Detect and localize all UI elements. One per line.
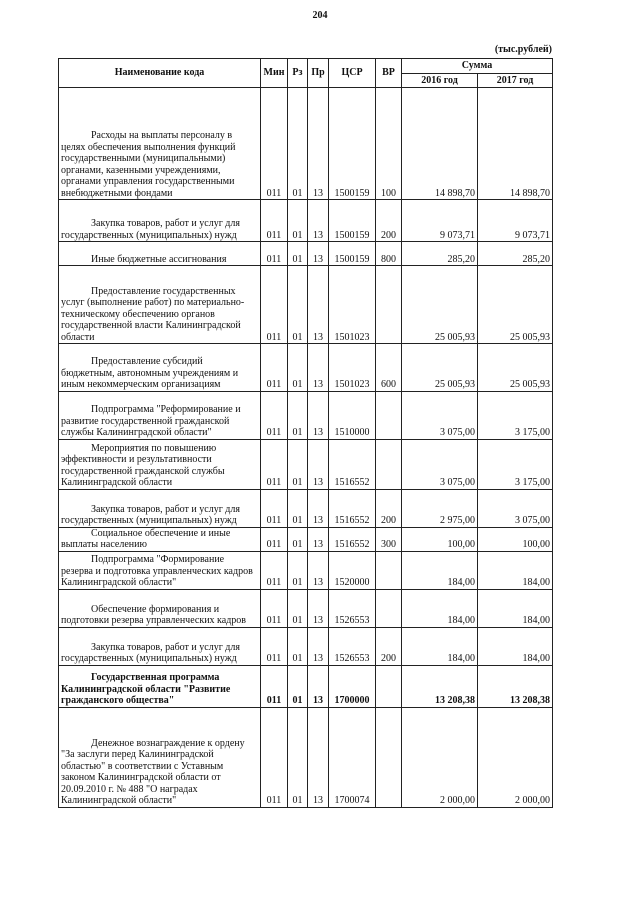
row-pr: 13 xyxy=(308,344,329,392)
row-vr xyxy=(376,439,402,489)
header-vr: ВР xyxy=(376,59,402,88)
row-pr: 13 xyxy=(308,589,329,627)
row-min: 011 xyxy=(261,551,288,589)
row-rz: 01 xyxy=(288,489,308,527)
row-name: Мероприятия по повышению эффективности и результативности государственной гражданской службы Калининградской области xyxy=(59,439,261,489)
row-pr: 13 xyxy=(308,391,329,439)
row-min: 011 xyxy=(261,589,288,627)
table-row xyxy=(59,489,553,527)
row-y2017: 184,00 xyxy=(478,627,553,665)
header-2017: 2017 год xyxy=(478,73,553,88)
table-row xyxy=(59,707,553,807)
row-y2016: 184,00 xyxy=(402,589,478,627)
row-y2016: 3 075,00 xyxy=(402,391,478,439)
row-csr: 1700074 xyxy=(329,707,376,807)
row-y2016: 2 000,00 xyxy=(402,707,478,807)
row-rz: 01 xyxy=(288,88,308,200)
table-row xyxy=(59,589,553,627)
row-rz: 01 xyxy=(288,551,308,589)
table-row xyxy=(59,266,553,344)
table-row xyxy=(59,391,553,439)
row-name: Иные бюджетные ассигнования xyxy=(59,242,261,266)
row-min: 011 xyxy=(261,344,288,392)
row-rz: 01 xyxy=(288,527,308,551)
table-row xyxy=(59,200,553,242)
header-name: Наименование кода xyxy=(59,59,261,88)
row-rz: 01 xyxy=(288,589,308,627)
row-pr: 13 xyxy=(308,439,329,489)
row-min: 011 xyxy=(261,627,288,665)
row-y2017: 25 005,93 xyxy=(478,344,553,392)
row-vr: 800 xyxy=(376,242,402,266)
header-pr: Пр xyxy=(308,59,329,88)
row-csr: 1516552 xyxy=(329,489,376,527)
table-row xyxy=(59,439,553,489)
row-vr: 100 xyxy=(376,88,402,200)
row-vr xyxy=(376,266,402,344)
table-row xyxy=(59,551,553,589)
row-csr: 1501023 xyxy=(329,266,376,344)
row-pr: 13 xyxy=(308,551,329,589)
row-vr: 600 xyxy=(376,344,402,392)
row-vr xyxy=(376,589,402,627)
row-y2017: 25 005,93 xyxy=(478,266,553,344)
row-pr: 13 xyxy=(308,489,329,527)
row-vr: 200 xyxy=(376,200,402,242)
row-min: 011 xyxy=(261,391,288,439)
row-y2017: 14 898,70 xyxy=(478,88,553,200)
row-vr: 300 xyxy=(376,527,402,551)
row-min: 011 xyxy=(261,489,288,527)
row-min: 011 xyxy=(261,527,288,551)
row-y2016: 100,00 xyxy=(402,527,478,551)
row-csr: 1500159 xyxy=(329,88,376,200)
header-2016: 2016 год xyxy=(402,73,478,88)
row-y2016: 14 898,70 xyxy=(402,88,478,200)
header-min: Мин xyxy=(261,59,288,88)
row-rz: 01 xyxy=(288,627,308,665)
row-pr: 13 xyxy=(308,527,329,551)
row-rz: 01 xyxy=(288,439,308,489)
row-y2017: 184,00 xyxy=(478,551,553,589)
table-row xyxy=(59,344,553,392)
row-vr xyxy=(376,707,402,807)
row-csr: 1526553 xyxy=(329,589,376,627)
row-name: Государственная программа Калининградской области "Развитие гражданского общества" xyxy=(59,665,261,707)
row-rz: 01 xyxy=(288,707,308,807)
row-y2016: 3 075,00 xyxy=(402,439,478,489)
row-rz: 01 xyxy=(288,200,308,242)
row-pr: 13 xyxy=(308,266,329,344)
table-row xyxy=(59,527,553,551)
row-min: 011 xyxy=(261,242,288,266)
table-row xyxy=(59,665,553,707)
units-label: (тыс.рублей) xyxy=(494,44,552,55)
row-csr: 1501023 xyxy=(329,344,376,392)
table-row xyxy=(59,242,553,266)
row-vr xyxy=(376,665,402,707)
row-csr: 1516552 xyxy=(329,527,376,551)
row-min: 011 xyxy=(261,200,288,242)
row-pr: 13 xyxy=(308,242,329,266)
row-csr: 1500159 xyxy=(329,200,376,242)
row-pr: 13 xyxy=(308,665,329,707)
row-rz: 01 xyxy=(288,242,308,266)
row-y2017: 3 175,00 xyxy=(478,439,553,489)
row-pr: 13 xyxy=(308,707,329,807)
row-y2017: 100,00 xyxy=(478,527,553,551)
row-rz: 01 xyxy=(288,391,308,439)
row-rz: 01 xyxy=(288,266,308,344)
row-y2017: 184,00 xyxy=(478,589,553,627)
row-rz: 01 xyxy=(288,665,308,707)
table-body xyxy=(59,88,553,808)
row-y2016: 13 208,38 xyxy=(402,665,478,707)
header-rz: Рз xyxy=(288,59,308,88)
row-pr: 13 xyxy=(308,627,329,665)
row-min: 011 xyxy=(261,665,288,707)
row-y2016: 184,00 xyxy=(402,627,478,665)
row-vr: 200 xyxy=(376,489,402,527)
row-name: Закупка товаров, работ и услуг для государственных (муниципальных) нужд xyxy=(59,200,261,242)
page-number: 204 xyxy=(312,10,328,21)
row-min: 011 xyxy=(261,439,288,489)
row-name: Расходы на выплаты персоналу в целях обеспечения выполнения функций государственными (муниципальными) органами, казенными учреждениями, органами управления государственными внебюджетными фондами xyxy=(59,88,261,200)
row-csr: 1526553 xyxy=(329,627,376,665)
row-pr: 13 xyxy=(308,88,329,200)
row-y2016: 25 005,93 xyxy=(402,344,478,392)
header-csr: ЦСР xyxy=(329,59,376,88)
row-min: 011 xyxy=(261,707,288,807)
row-name: Закупка товаров, работ и услуг для государственных (муниципальных) нужд xyxy=(59,489,261,527)
budget-table xyxy=(58,58,553,808)
row-rz: 01 xyxy=(288,344,308,392)
row-csr: 1700000 xyxy=(329,665,376,707)
row-y2016: 9 073,71 xyxy=(402,200,478,242)
row-name: Подпрограмма "Формирование резерва и подготовка управленческих кадров Калининградской области" xyxy=(59,551,261,589)
row-y2017: 9 073,71 xyxy=(478,200,553,242)
table-row xyxy=(59,88,553,200)
table-row xyxy=(59,627,553,665)
row-vr: 200 xyxy=(376,627,402,665)
row-pr: 13 xyxy=(308,200,329,242)
row-name: Предоставление субсидий бюджетным, автономным учреждениям и иным некоммерческим организациям xyxy=(59,344,261,392)
row-y2016: 25 005,93 xyxy=(402,266,478,344)
row-y2017: 285,20 xyxy=(478,242,553,266)
row-min: 011 xyxy=(261,266,288,344)
row-name: Закупка товаров, работ и услуг для государственных (муниципальных) нужд xyxy=(59,627,261,665)
row-y2016: 184,00 xyxy=(402,551,478,589)
row-name: Предоставление государственных услуг (выполнение работ) по материально-техническому обеспечению органов государственной власти Калининградской области xyxy=(59,266,261,344)
row-y2017: 2 000,00 xyxy=(478,707,553,807)
row-csr: 1510000 xyxy=(329,391,376,439)
row-name: Социальное обеспечение и иные выплаты населению xyxy=(59,527,261,551)
row-y2017: 3 075,00 xyxy=(478,489,553,527)
row-name: Обеспечение формирования и подготовки резерва управленческих кадров xyxy=(59,589,261,627)
header-sum: Сумма xyxy=(402,59,553,74)
row-name: Денежное вознаграждение к ордену "За заслуги перед Калининградской областью" в соответствии с Уставным законом Калининградской области от 20.09.2010 г. № 488 "О наградах Калининградской области" xyxy=(59,707,261,807)
row-vr xyxy=(376,551,402,589)
row-y2016: 285,20 xyxy=(402,242,478,266)
row-y2016: 2 975,00 xyxy=(402,489,478,527)
row-vr xyxy=(376,391,402,439)
row-name: Подпрограмма "Реформирование и развитие государственной гражданской службы Калининградской области" xyxy=(59,391,261,439)
row-min: 011 xyxy=(261,88,288,200)
row-csr: 1500159 xyxy=(329,242,376,266)
row-csr: 1520000 xyxy=(329,551,376,589)
row-csr: 1516552 xyxy=(329,439,376,489)
row-y2017: 3 175,00 xyxy=(478,391,553,439)
row-y2017: 13 208,38 xyxy=(478,665,553,707)
